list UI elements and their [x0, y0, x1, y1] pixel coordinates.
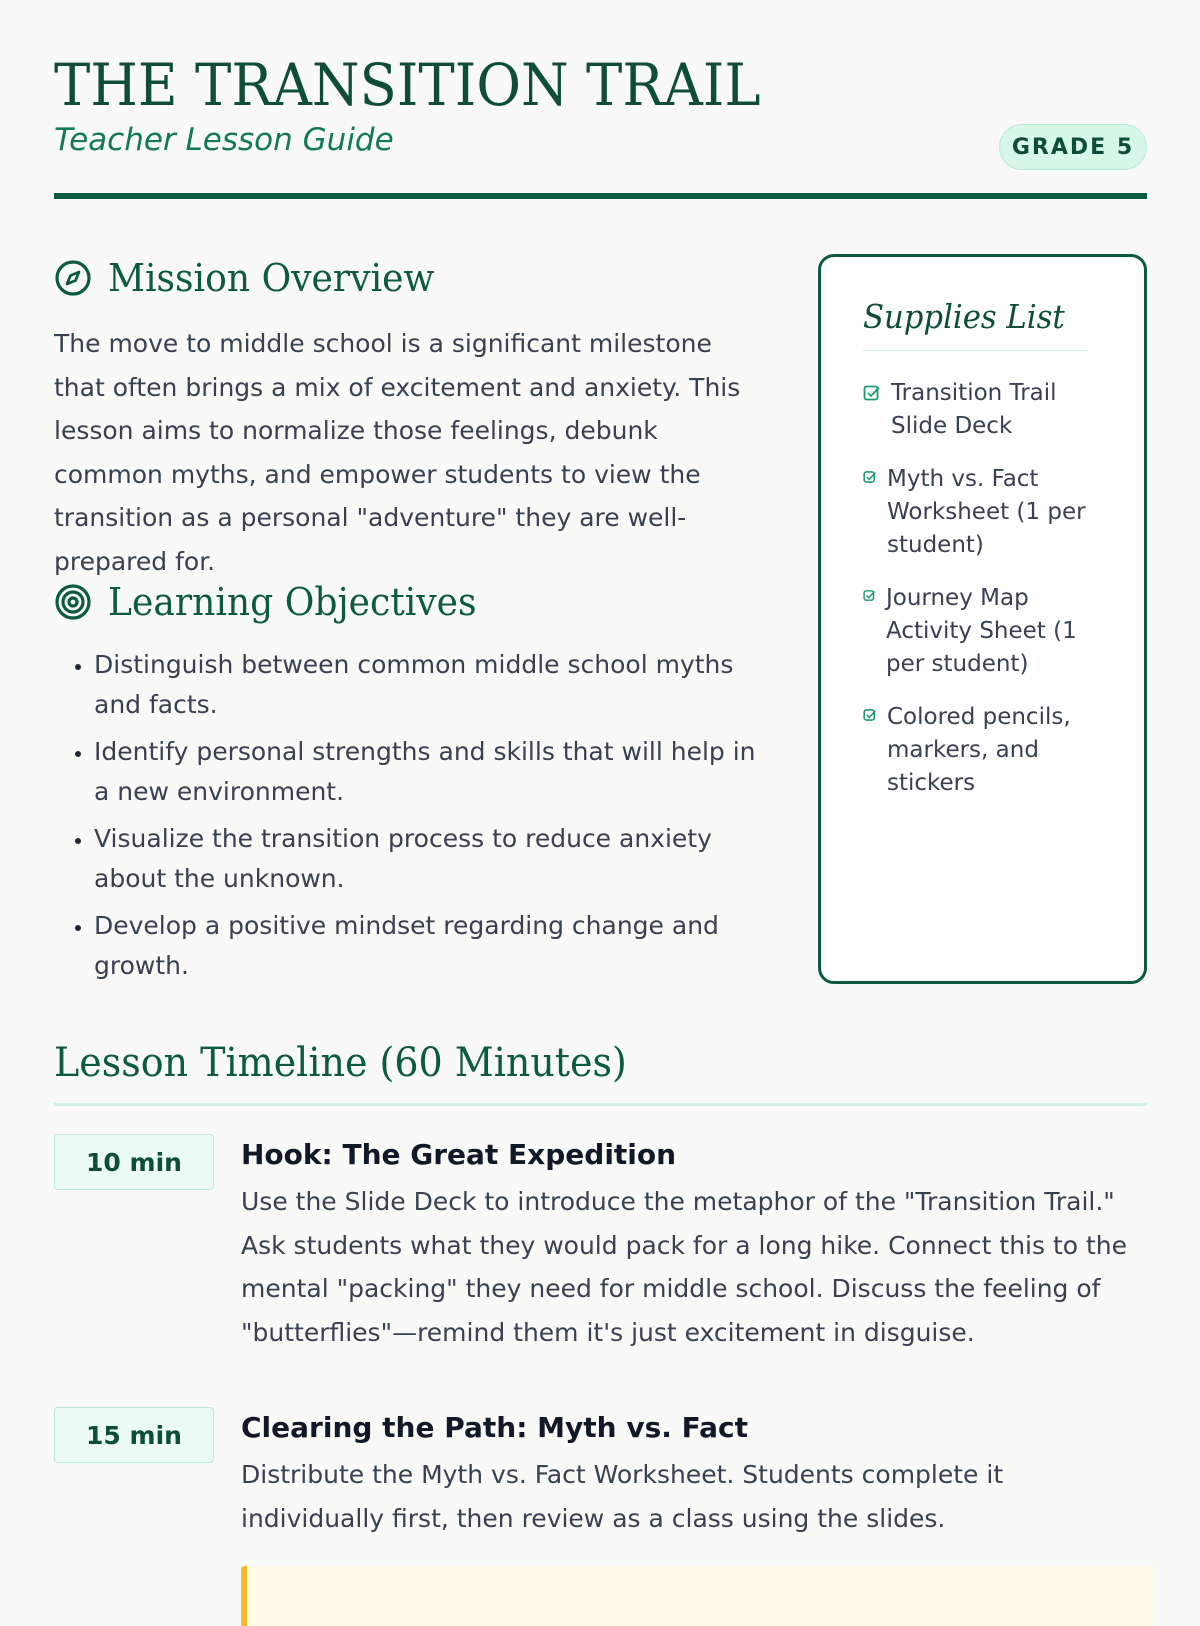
- objectives-list: [54, 645, 764, 993]
- grade-badge: GRADE 5: [999, 124, 1147, 170]
- page-subtitle: Teacher Lesson Guide: [54, 122, 394, 158]
- supply-item: [863, 463, 1104, 562]
- supply-item: [863, 377, 1104, 443]
- mission-body: The move to middle school is a significant milestone that often brings a mix of excitement and anxiety. This lesson aims to normalize those feelings, debunk common myths, and empower students to view the transition as a personal "adventure" they are well-prepared for.: [54, 329, 741, 576]
- objectives-heading: [54, 580, 496, 624]
- step-description: Use the Slide Deck to introduce the metaphor of the "Transition Trail." Ask students what they would pack for a long hike. Connect this to the mental "packing" they need for middle school. Discuss the feeling of "butterflies"—remind them it's just excitement in disguise.: [241, 1187, 1128, 1347]
- supplies-card: [818, 254, 1147, 984]
- checkbox-icon: [863, 589, 876, 602]
- duration-badge: 15 min: [54, 1407, 214, 1463]
- supply-item: [863, 701, 1104, 800]
- supply-item-label: Colored pencils, markers, and stickers: [887, 704, 1071, 796]
- list-item: • Develop a positive mindset regarding change and growth.: [94, 906, 764, 986]
- supplies-title: Supplies List: [863, 297, 1087, 351]
- supply-item: [863, 582, 1104, 681]
- step-title: Hook: The Great Expedition: [241, 1138, 677, 1171]
- mission-heading: [54, 256, 452, 300]
- teacher-note-box: [241, 1566, 1153, 1626]
- supply-item-label: Transition Trail Slide Deck: [891, 380, 1057, 439]
- compass-icon: [54, 259, 92, 297]
- target-icon: [54, 583, 92, 621]
- supplies-list: [863, 377, 1104, 800]
- list-item: • Visualize the transition process to reduce anxiety about the unknown.: [94, 819, 764, 899]
- checkbox-icon: [863, 384, 881, 402]
- checkbox-icon: [863, 470, 877, 484]
- step-description: Distribute the Myth vs. Fact Worksheet. Students complete it individually first, then review as a class using the slides.: [241, 1460, 1004, 1533]
- duration-badge: 10 min: [54, 1134, 214, 1190]
- objectives-heading-text: Learning Objectives: [108, 580, 477, 624]
- list-item: • Identify personal strengths and skills that will help in a new environment.: [94, 732, 764, 812]
- page-title: THE TRANSITION TRAIL: [54, 51, 761, 119]
- timeline-heading: Lesson Timeline (60 Minutes): [54, 1040, 627, 1086]
- mission-heading-text: Mission Overview: [108, 256, 435, 300]
- supply-item-label: Myth vs. Fact Worksheet (1 per student): [887, 466, 1086, 558]
- header-divider: [54, 193, 1147, 199]
- step-title: Clearing the Path: Myth vs. Fact: [241, 1411, 748, 1444]
- timeline-divider: [54, 1103, 1147, 1106]
- checkbox-icon: [863, 708, 877, 722]
- supply-item-label: Journey Map Activity Sheet (1 per student): [886, 585, 1077, 677]
- list-item: • Distinguish between common middle school myths and facts.: [94, 645, 764, 725]
